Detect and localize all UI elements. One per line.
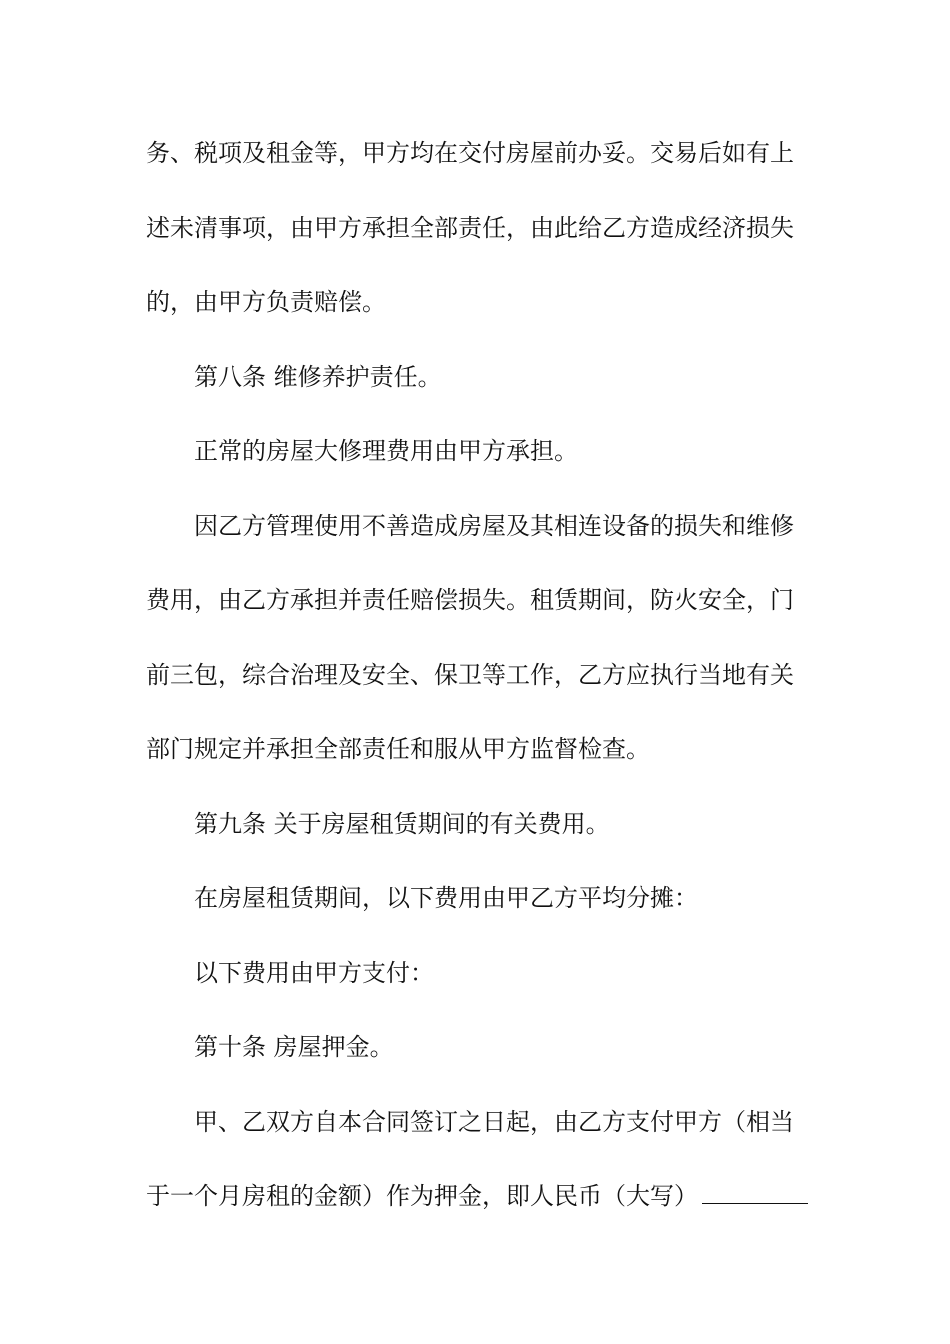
paragraph-line: 述未清事项，由甲方承担全部责任，由此给乙方造成经济损失: [146, 213, 794, 242]
paragraph-text: 于一个月房租的金额）作为押金，即人民币（大写）: [146, 1182, 698, 1210]
paragraph-line: 费用，由乙方承担并责任赔偿损失。租赁期间，防火安全，门: [146, 586, 794, 614]
document-body: [146, 133, 806, 1251]
article-heading-9: 第九条 关于房屋租赁期间的有关费用。: [194, 809, 610, 838]
paragraph-line: 的，由甲方负责赔偿。: [146, 288, 386, 316]
paragraph-line-with-blank: [146, 1176, 806, 1251]
fill-in-blank: [702, 1177, 808, 1204]
paragraph-line: 因乙方管理使用不善造成房屋及其相连设备的损失和维修: [194, 511, 794, 540]
paragraph-line: 在房屋租赁期间，以下费用由甲乙方平均分摊：: [194, 884, 698, 912]
paragraph-line: 正常的房屋大修理费用由甲方承担。: [194, 437, 578, 465]
paragraph-line: 部门规定并承担全部责任和服从甲方监督检查。: [146, 735, 650, 763]
paragraph-line: 以下费用由甲方支付：: [194, 958, 434, 987]
paragraph-line: 务、税项及租金等，甲方均在交付房屋前办妥。交易后如有上: [146, 139, 794, 167]
paragraph-line: 前三包，综合治理及安全、保卫等工作，乙方应执行当地有关: [146, 660, 794, 689]
article-heading-10: 第十条 房屋押金。: [194, 1033, 394, 1061]
paragraph-line: 甲、乙双方自本合同签订之日起，由乙方支付甲方（相当: [194, 1107, 794, 1136]
article-heading-8: 第八条 维修养护责任。: [194, 362, 442, 391]
